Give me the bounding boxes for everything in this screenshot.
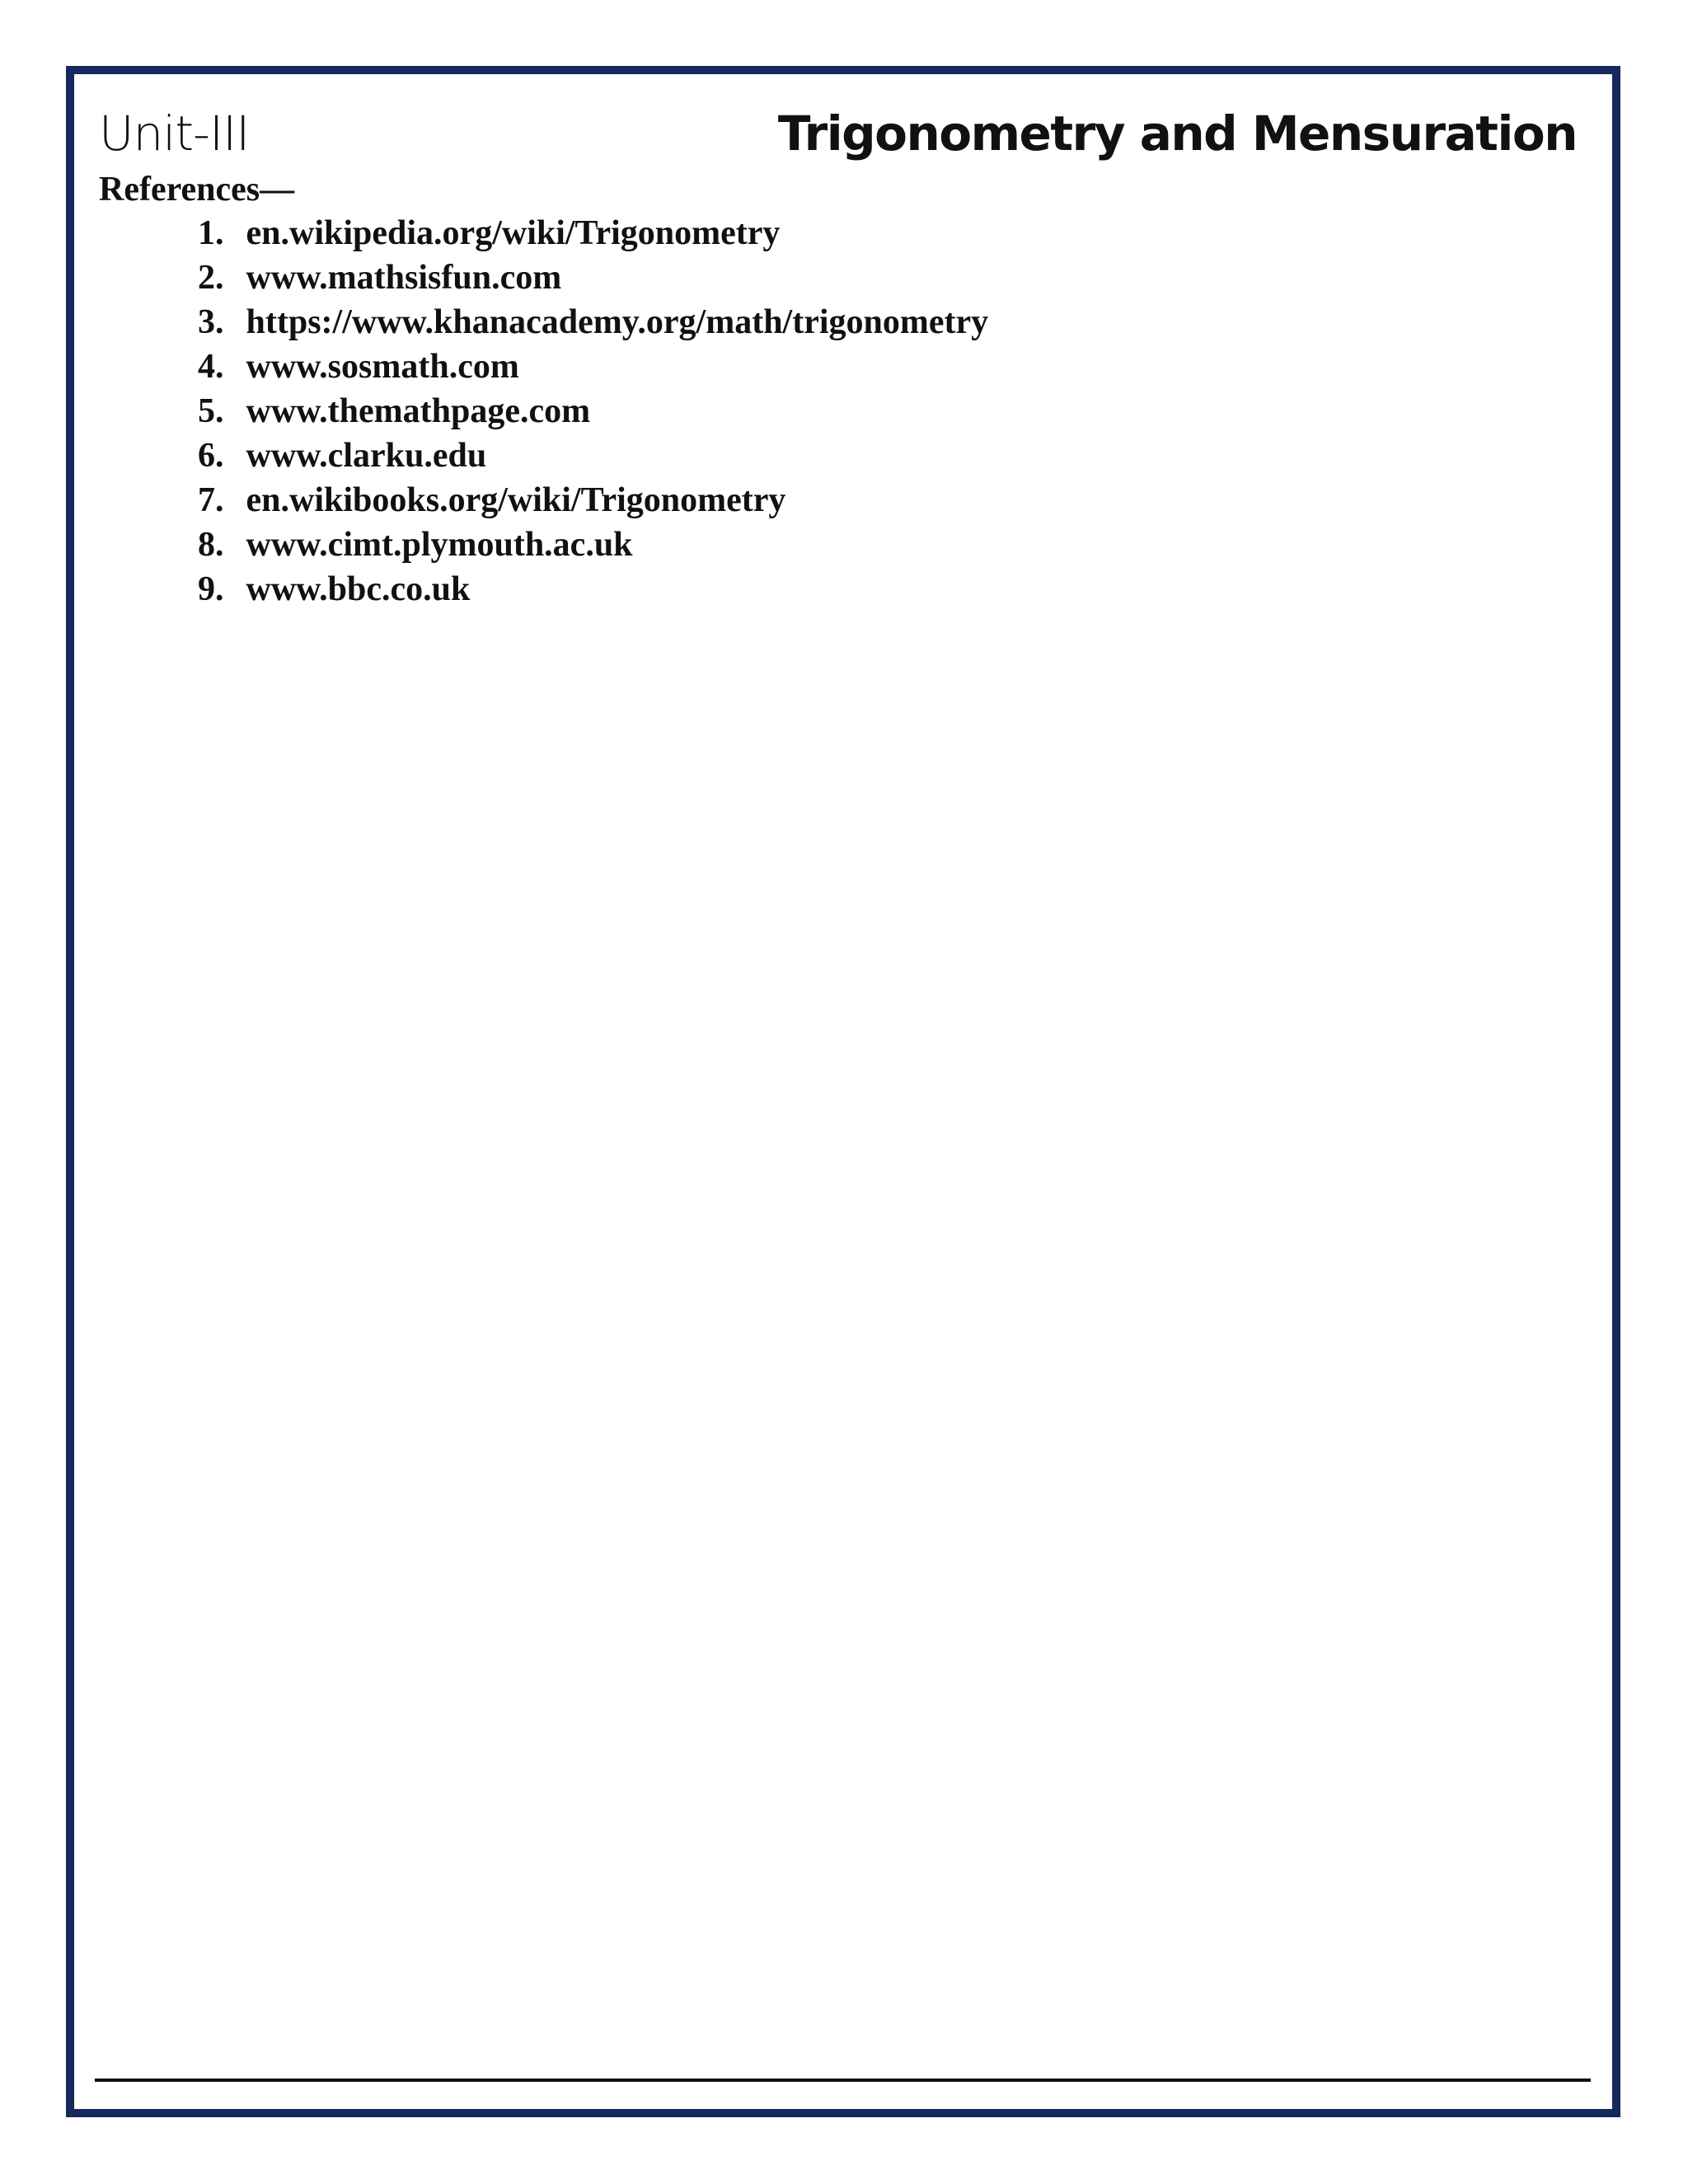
footer-rule xyxy=(95,2079,1591,2082)
reference-item-8 xyxy=(198,523,988,567)
reference-number: 4. xyxy=(198,348,224,386)
reference-number: 7. xyxy=(198,481,224,519)
reference-link[interactable]: www.cimt.plymouth.ac.uk xyxy=(246,526,633,564)
reference-number: 3. xyxy=(198,303,224,341)
reference-number: 9. xyxy=(198,570,224,608)
reference-link[interactable]: www.clarku.edu xyxy=(246,437,487,475)
reference-item-4 xyxy=(198,344,988,389)
reference-item-2 xyxy=(198,255,988,300)
reference-item-1 xyxy=(198,211,988,255)
reference-item-7 xyxy=(198,478,988,523)
reference-number: 8. xyxy=(198,526,224,564)
reference-link[interactable]: www.bbc.co.uk xyxy=(246,570,471,608)
references-list xyxy=(198,211,988,612)
reference-item-6 xyxy=(198,434,988,478)
reference-link[interactable]: www.sosmath.com xyxy=(246,348,519,386)
unit-label: Unit-III xyxy=(99,105,250,162)
reference-link[interactable]: www.themathpage.com xyxy=(246,392,591,430)
reference-item-3 xyxy=(198,300,988,344)
reference-number: 6. xyxy=(198,437,224,475)
page-title: Trigonometry and Mensuration xyxy=(777,105,1577,162)
reference-item-9 xyxy=(198,567,988,612)
references-heading: References— xyxy=(99,171,295,209)
reference-link[interactable]: en.wikibooks.org/wiki/Trigonometry xyxy=(246,481,786,519)
reference-link[interactable]: https://www.khanacademy.org/math/trigonometry xyxy=(246,303,989,341)
reference-number: 1. xyxy=(198,214,224,252)
reference-number: 5. xyxy=(198,392,224,430)
reference-link[interactable]: en.wikipedia.org/wiki/Trigonometry xyxy=(246,214,781,252)
reference-item-5 xyxy=(198,389,988,434)
reference-link[interactable]: www.mathsisfun.com xyxy=(246,259,562,297)
reference-number: 2. xyxy=(198,259,224,297)
